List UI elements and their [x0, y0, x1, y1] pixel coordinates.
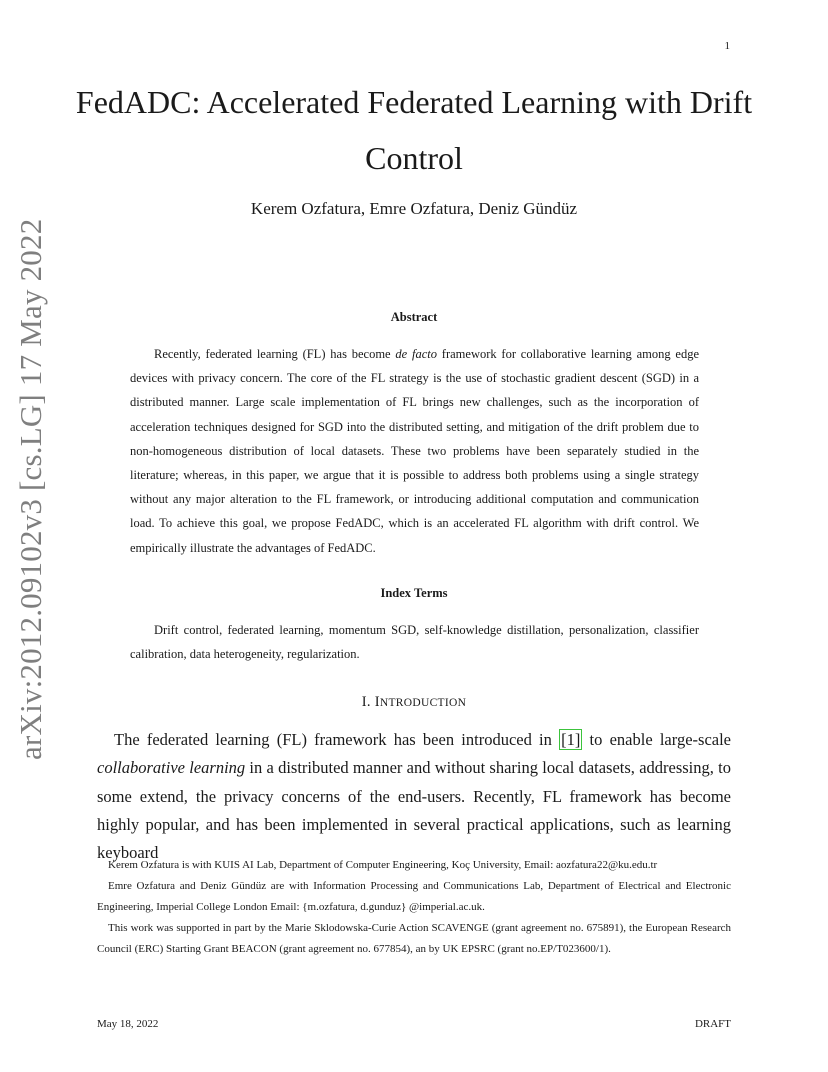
abstract-text — [130, 342, 699, 560]
footer-date: May 18, 2022 — [97, 1018, 159, 1030]
intro-text-part: to enable large-scale — [582, 730, 731, 749]
intro-text-part: in a distributed manner and without sharing local datasets, addressing, to some extend, the privacy concerns of the end-users. Recently, FL framework has become highly popular, and has been implemented in several practical applications, such as learning keyboard — [97, 758, 731, 863]
intro-emphasis: collaborative learning — [97, 758, 246, 778]
abstract-text-part: framework for collaborative learning among edge devices with privacy concern. The core of the FL strategy is the use of stochastic gradient descent (SGD) in a distributed manner. Large scale implementation of FL brings new challenges, such as the incorporation of acceleration techniques designed for SGD into the distributed setting, and mitigation of the drift problem due to non-homogeneous distribution of local datasets. These two problems have been separately studied in the literature; whereas, in this paper, we argue that it is possible to address both problems using a single strategy without any major alteration to the FL framework, or introducing additional computation and communication load. To achieve this goal, we propose FedADC, which is an accelerated FL algorithm with drift control. We empirically illustrate the advantages of FedADC. — [130, 347, 699, 555]
index-terms-text: Drift control, federated learning, momentum SGD, self-knowledge distillation, personalization, classifier calibration, data heterogeneity, regularization. — [130, 623, 699, 662]
footnote-affiliation-1: Kerem Ozfatura is with KUIS AI Lab, Department of Computer Engineering, Koç University, Email: aozfatura22@ku.edu.tr — [108, 859, 658, 871]
abstract-heading: Abstract — [390, 310, 438, 324]
author-list: Kerem Ozfatura, Emre Ozfatura, Deniz Gündüz — [250, 199, 578, 218]
arxiv-identifier-stamp: arXiv:2012.09102v3 [cs.LG] 17 May 2022 — [13, 218, 48, 760]
intro-text-part: The federated learning (FL) framework has been introduced in — [114, 730, 560, 749]
section-heading-rest: NTRODUCTION — [379, 697, 467, 709]
abstract-emphasis: de facto — [395, 347, 437, 361]
page-number: 1 — [724, 40, 730, 52]
index-terms-heading: Index Terms — [380, 586, 448, 600]
footer-draft-label: DRAFT — [694, 1018, 731, 1030]
section-numeral: I. — [361, 694, 375, 710]
section-heading-introduction — [0, 694, 828, 711]
citation-link[interactable]: [1] — [561, 730, 581, 749]
section-heading-initial: I — [374, 694, 380, 710]
paper-title: FedADC: Accelerated Federated Learning with Drift Control — [75, 84, 753, 176]
introduction-paragraph — [97, 726, 731, 867]
footnote-funding: This work was supported in part by the Marie Sklodowska-Curie Action SCAVENGE (grant agreement no. 675891), the European Research Council (ERC) Starting Grant BEACON (grant agreement no. 677854), an by UK EPSRC (grant no.EP/T023600/1). — [97, 922, 731, 955]
abstract-text-part: Recently, federated learning (FL) has become — [154, 347, 396, 361]
footnote-affiliation-2: Emre Ozfatura and Deniz Gündüz are with Information Processing and Communications Lab, Department of Electrical and Electronic Engineering, Imperial College London Email: {m.ozfatura, d.gunduz} @imperial.ac.uk. — [97, 880, 731, 913]
